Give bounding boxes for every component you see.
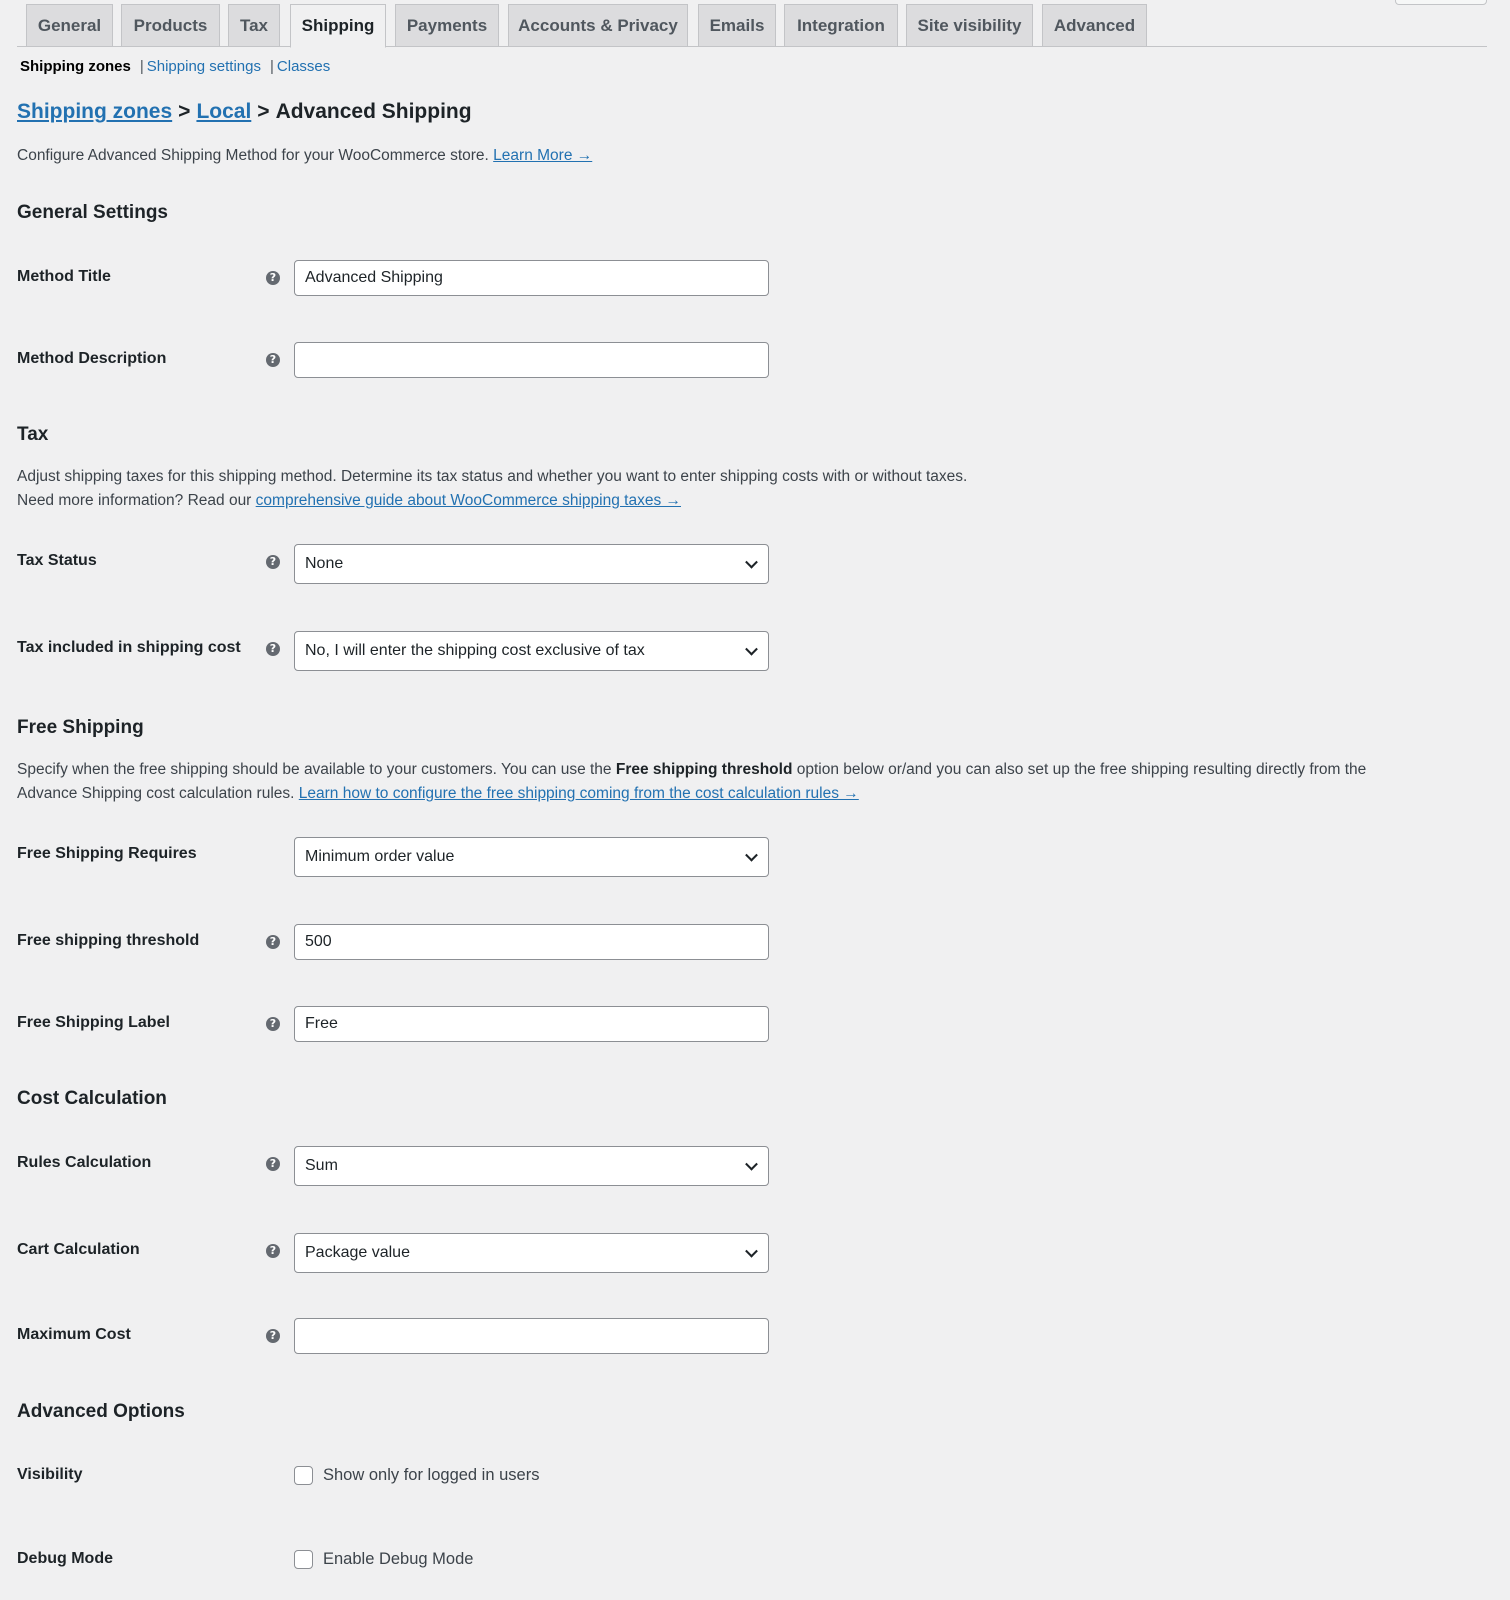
tax-heading: Tax (17, 424, 49, 445)
tax-description-prefix: Need more information? Read our (17, 491, 252, 509)
tab-shipping[interactable]: Shipping (290, 4, 386, 48)
cost-calculation-heading: Cost Calculation (17, 1088, 167, 1109)
help-icon[interactable]: ? (266, 353, 280, 367)
free-shipping-desc-bold: Free shipping threshold (615, 761, 793, 778)
advanced-options-heading: Advanced Options (17, 1401, 185, 1422)
breadcrumb-zone-link[interactable]: Local (196, 100, 252, 123)
free-shipping-label-input[interactable]: Free (294, 1006, 769, 1042)
chevron-down-icon (745, 643, 758, 656)
free-shipping-description-line1 (17, 758, 1457, 782)
tab-advanced[interactable]: Advanced (1042, 4, 1147, 46)
chevron-down-icon (745, 556, 758, 569)
debug-mode-label: Debug Mode (17, 1550, 113, 1567)
tab-integration[interactable]: Integration (784, 4, 898, 46)
subnav-shipping-settings[interactable]: Shipping settings (146, 58, 261, 75)
free-shipping-desc-part2: option below or/and you can also set up the free shipping resulting directly from the (796, 761, 1367, 778)
tax-description (17, 465, 1457, 512)
free-shipping-requires-select[interactable] (294, 837, 769, 877)
learn-more-link[interactable]: Learn More → (493, 147, 593, 164)
debug-mode-option[interactable] (294, 1550, 473, 1569)
maximum-cost-label: Maximum Cost (17, 1326, 131, 1343)
shipping-subnav (20, 58, 330, 75)
general-settings-heading: General Settings (17, 202, 168, 223)
help-icon[interactable]: ? (266, 555, 280, 569)
visibility-label: Visibility (17, 1466, 83, 1483)
help-icon[interactable]: ? (266, 642, 280, 656)
subnav-separator: | (270, 58, 274, 75)
tax-description-line1: Adjust shipping taxes for this shipping method. Determine its tax status and whether you want to enter shipping costs with or without taxes. (17, 468, 968, 485)
breadcrumb-current: Advanced Shipping (275, 100, 472, 123)
free-shipping-desc-part3: Advance Shipping cost calculation rules. (17, 784, 295, 802)
help-icon[interactable]: ? (266, 1017, 280, 1031)
chevron-down-icon (745, 1158, 758, 1171)
tab-products[interactable]: Products (121, 4, 220, 46)
subnav-separator: | (139, 58, 144, 75)
cart-calculation-value: Package value (305, 1244, 410, 1261)
method-title-input[interactable]: Advanced Shipping (294, 260, 769, 296)
free-shipping-threshold-label: Free shipping threshold (17, 932, 200, 949)
free-shipping-guide-link[interactable]: Learn how to configure the free shipping coming from the cost calculation rules → (298, 784, 859, 802)
help-icon[interactable]: ? (266, 1244, 280, 1258)
intro-text (17, 147, 592, 165)
tax-description-line2 (17, 489, 1457, 513)
tab-emails[interactable]: Emails (698, 4, 776, 46)
visibility-checkbox[interactable] (294, 1466, 313, 1485)
tab-payments[interactable]: Payments (395, 4, 499, 46)
tax-status-value: None (305, 555, 344, 572)
help-icon[interactable]: ? (266, 1329, 280, 1343)
subnav-shipping-zones[interactable]: Shipping zones (20, 58, 131, 75)
breadcrumb-separator: > (257, 100, 270, 123)
debug-mode-option-label[interactable]: Enable Debug Mode (323, 1550, 474, 1568)
free-shipping-requires-value: Minimum order value (305, 848, 455, 865)
cart-calculation-select[interactable] (294, 1233, 769, 1273)
chevron-down-icon (745, 849, 758, 862)
rules-calculation-value: Sum (305, 1157, 338, 1174)
method-title-label: Method Title (17, 268, 111, 285)
help-icon[interactable]: ? (266, 1157, 280, 1171)
breadcrumb-shipping-zones-link[interactable]: Shipping zones (17, 100, 173, 123)
free-shipping-threshold-input[interactable]: 500 (294, 924, 769, 960)
settings-tabs (17, 0, 1487, 47)
tax-guide-link[interactable]: comprehensive guide about WooCommerce shipping taxes → (255, 491, 681, 509)
tax-status-label: Tax Status (17, 552, 97, 569)
method-description-label: Method Description (17, 350, 167, 367)
tax-included-label: Tax included in shipping cost (17, 639, 241, 656)
tab-site-visibility[interactable]: Site visibility (906, 4, 1033, 46)
intro-description: Configure Advanced Shipping Method for your WooCommerce store. (17, 147, 489, 164)
rules-calculation-select[interactable] (294, 1146, 769, 1186)
free-shipping-desc-part1: Specify when the free shipping should be available to your customers. You can use the (17, 761, 612, 778)
free-shipping-label-label: Free Shipping Label (17, 1014, 170, 1031)
maximum-cost-input[interactable] (294, 1318, 769, 1354)
tab-tax[interactable]: Tax (228, 4, 280, 46)
page-title (17, 100, 472, 124)
tab-accounts-privacy[interactable]: Accounts & Privacy (508, 4, 688, 46)
method-description-input[interactable] (294, 342, 769, 378)
tax-included-select[interactable] (294, 631, 769, 671)
free-shipping-requires-label: Free Shipping Requires (17, 845, 197, 862)
free-shipping-description (17, 758, 1457, 805)
rules-calculation-label: Rules Calculation (17, 1154, 152, 1171)
visibility-option[interactable] (294, 1466, 539, 1485)
tax-included-value: No, I will enter the shipping cost exclusive of tax (305, 642, 645, 659)
visibility-option-label[interactable]: Show only for logged in users (323, 1466, 540, 1484)
cart-calculation-label: Cart Calculation (17, 1241, 140, 1258)
debug-mode-checkbox[interactable] (294, 1550, 313, 1569)
chevron-down-icon (745, 1245, 758, 1258)
help-icon[interactable]: ? (266, 271, 280, 285)
tab-general[interactable]: General (26, 4, 113, 46)
free-shipping-description-line2 (17, 782, 1457, 806)
subnav-classes[interactable]: Classes (276, 58, 331, 75)
tax-status-select[interactable] (294, 544, 769, 584)
breadcrumb-separator: > (178, 100, 191, 123)
free-shipping-heading: Free Shipping (17, 717, 144, 738)
help-icon[interactable]: ? (266, 935, 280, 949)
